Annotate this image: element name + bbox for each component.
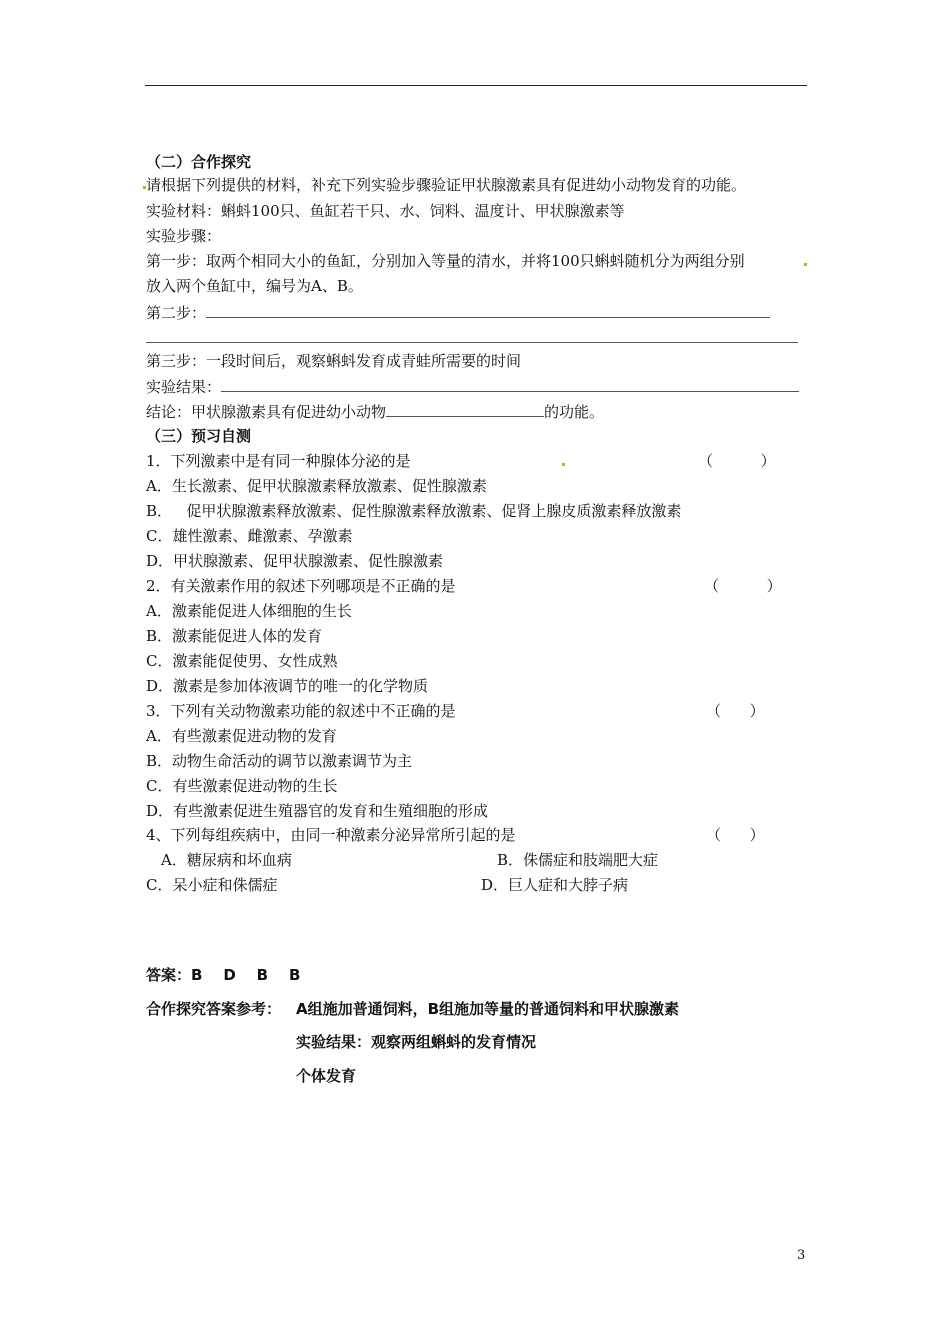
q3-stem: 3．下列有关动物激素功能的叙述中不正确的是: [146, 702, 456, 720]
highlight-mark: [562, 463, 565, 466]
coop-answer-label: 合作探究答案参考：: [146, 1000, 282, 1018]
q1-stem: 1．下列激素中是有同一种腺体分泌的是: [146, 452, 411, 470]
step1-line1: 第一步：取两个相同大小的鱼缸，分别加入等量的清水，并将100只蝌蚪随机分为两组分别: [146, 252, 745, 270]
q1-option-c: C．雄性激素、雌激素、孕激素: [146, 527, 353, 545]
q4-option-c: C．呆小症和侏儒症: [146, 876, 278, 894]
q4-stem: 4、下列每组疾病中，由同一种激素分泌异常所引起的是: [146, 826, 516, 844]
q4-answer-paren[interactable]: （ ）: [706, 826, 765, 844]
coop-answer-3: 个体发育: [296, 1067, 357, 1085]
q2-option-d: D．激素是参加体液调节的唯一的化学物质: [146, 677, 429, 695]
page-number: 3: [797, 1248, 806, 1263]
section-coop-title: （二）合作探究: [146, 153, 252, 171]
result-blank[interactable]: [221, 377, 799, 392]
step1-line2: 放入两个鱼缸中，编号为A、B。: [146, 277, 363, 295]
q1-answer-paren[interactable]: （ ）: [698, 452, 776, 470]
q2-answer-paren[interactable]: （ ）: [704, 577, 782, 595]
highlight-mark: [804, 263, 807, 266]
header-rule: [145, 85, 807, 86]
q3-option-d: D．有些激素促进生殖器官的发育和生殖细胞的形成: [146, 802, 489, 820]
q1-option-a: A．生长激素、促甲状腺激素释放激素、促性腺激素: [146, 477, 487, 495]
q3-option-c: C．有些激素促进动物的生长: [146, 777, 338, 795]
result: [146, 377, 799, 396]
q2-stem: 2．有关激素作用的叙述下列哪项是不正确的是: [146, 577, 456, 595]
q1-option-b: B． 促甲状腺激素释放激素、促性腺激素释放激素、促肾上腺皮质激素释放激素: [146, 502, 682, 520]
q4-option-a: A．糖尿病和坏血病: [161, 851, 292, 869]
step2: [146, 303, 770, 322]
highlight-mark: [143, 186, 146, 189]
result-label: 实验结果：: [146, 378, 222, 396]
q2-option-b: B．激素能促进人体的发育: [146, 627, 323, 645]
step2-label: 第二步：: [146, 304, 207, 322]
q4-option-d: D．巨人症和大脖子病: [481, 876, 629, 894]
coop-answer-1: A组施加普通饲料，B组施加等量的普通饲料和甲状腺激素: [296, 1000, 680, 1018]
q2-option-a: A．激素能促进人体细胞的生长: [146, 602, 352, 620]
step2-blank[interactable]: [206, 303, 770, 318]
coop-intro: 请根据下列提供的材料，补充下列实验步骤验证甲状腺激素具有促进幼小动物发育的功能。: [146, 176, 747, 194]
conclusion: [146, 402, 604, 421]
steps-label: 实验步骤：: [146, 227, 222, 245]
q4-option-b: B．侏儒症和肢端肥大症: [497, 851, 659, 869]
q1-option-d: D．甲状腺激素、促甲状腺激素、促性腺激素: [146, 552, 444, 570]
q2-option-c: C．激素能促使男、女性成熟: [146, 652, 338, 670]
answers-line: 答案：B D B B: [146, 966, 301, 984]
materials: 实验材料：蝌蚪100只、鱼缸若干只、水、饲料、温度计、甲状腺激素等: [146, 202, 625, 220]
section-test-title: （三）预习自测: [146, 427, 252, 445]
conclusion-blank[interactable]: [386, 402, 544, 417]
q3-answer-paren[interactable]: （ ）: [706, 702, 765, 720]
conclusion-pre: 结论：甲状腺激素具有促进幼小动物: [146, 403, 387, 421]
step3: 第三步：一段时间后，观察蝌蚪发育成青蛙所需要的时间: [146, 352, 522, 370]
q3-option-b: B．动物生命活动的调节以激素调节为主: [146, 752, 413, 770]
coop-answer-2: 实验结果：观察两组蝌蚪的发育情况: [296, 1033, 537, 1051]
q3-option-a: A．有些激素促进动物的发育: [146, 727, 337, 745]
conclusion-post: 的功能。: [544, 403, 605, 421]
step2-blank-line2[interactable]: [146, 342, 798, 343]
